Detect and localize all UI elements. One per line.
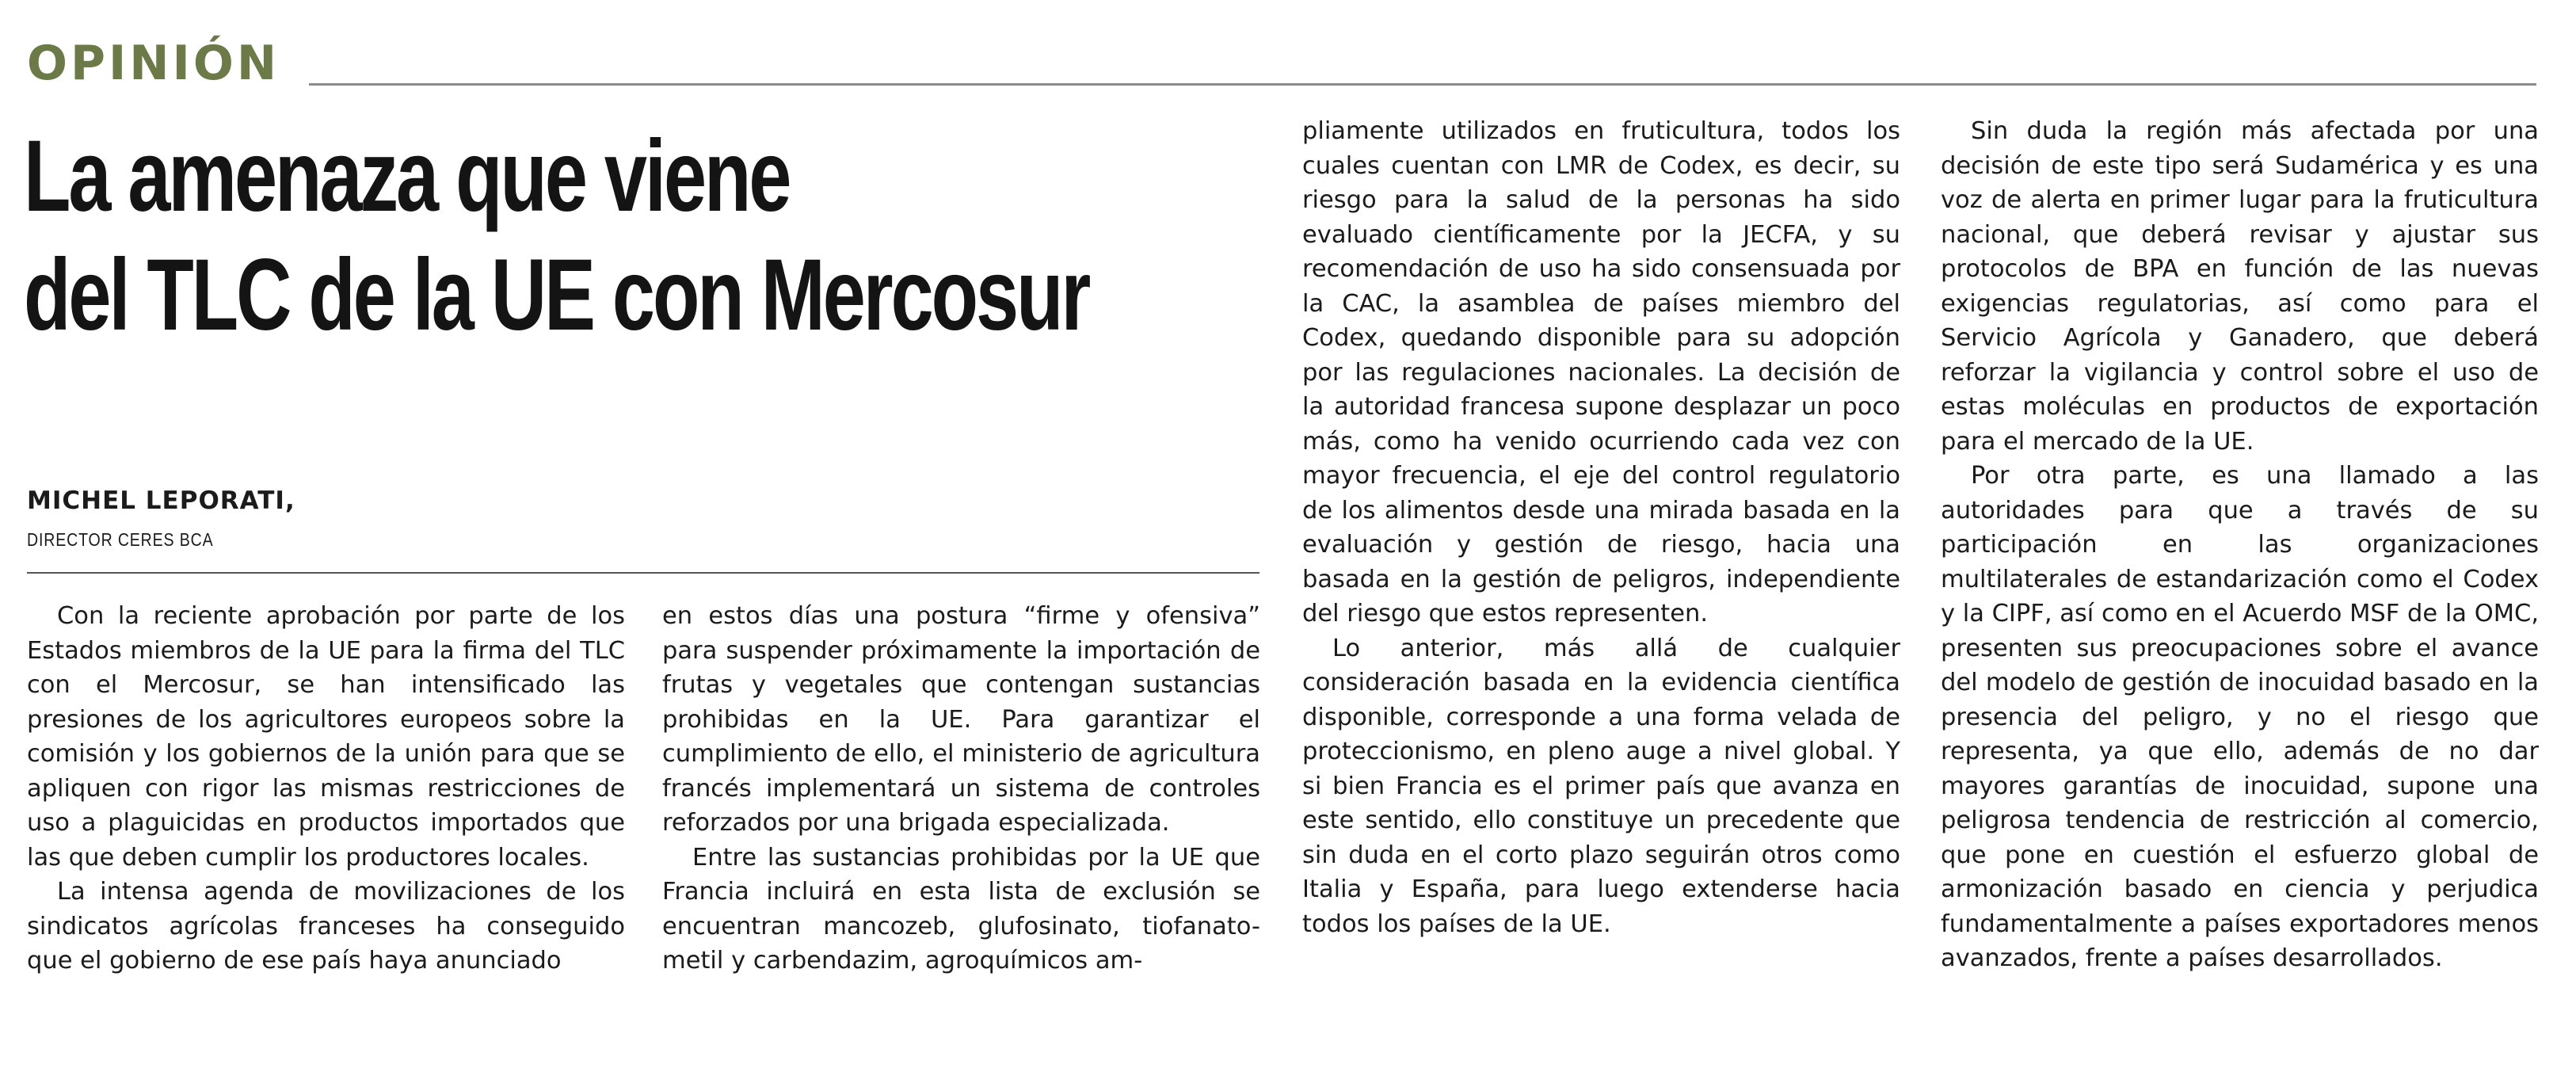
headline-line-1: La amenaza que viene xyxy=(24,120,790,233)
paragraph: Por otra parte, es una llamado a las autoridades para que a través de su participación en las organizaciones multilaterales de estandarización como el Codex y la CIPF, así como en el Acuerdo MSF de la OMC, presenten sus preocupaciones sobre el avance del modelo de gestión de inocuidad basado en la presencia del peligro, y no el riesgo que representa, ya que ello, además de no dar mayores garantías de inocuidad, supone una peligrosa tendencia de restricción al comercio, que pone en cuestión el esfuerzo global de armonización basado en ciencia y perjudica fundamentalmente a países exportadores menos avanzados, frente a países desarrollados. xyxy=(1941,462,2540,972)
author-role: DIRECTOR CERES BCA xyxy=(27,529,214,550)
author-name: MICHEL LEPORATI, xyxy=(27,486,295,515)
paragraph: pliamente utilizados en fruticultura, todos los cuales cuentan con LMR de Codex, es decir, su riesgo para la salud de la personas ha sido evaluado científicamente por la JECFA, y su recomendación de uso ha sido consensuada por la CAC, la asamblea de países miembro del Codex, quedando disponible para su adopción por las regulaciones nacionales. La decisión de la autoridad francesa supone desplazar un poco más, como ha venido ocurriendo cada vez con mayor frecuencia, el eje del control regulatorio de los alimentos desde una mirada basada en la evaluación y gestión de riesgo, hacia una basada en la gestión de peligros, independiente del riesgo que estos representen. xyxy=(1302,117,1900,627)
section-label: OPINIÓN xyxy=(27,36,280,91)
article-column-1 xyxy=(27,599,625,978)
paragraph: Entre las sustancias prohibidas por la UE que Francia incluirá en esta lista de exclusión se encuentran mancozeb, glufosinato, tiofanato-metil y carbendazim, agroquímicos am- xyxy=(662,843,1260,975)
section-divider xyxy=(309,83,2536,86)
headline xyxy=(24,117,1089,355)
paragraph: Sin duda la región más afectada por una decisión de este tipo será Sudamérica y es una voz de alerta en primer lugar para la fruticultura nacional, que deberá revisar y ajustar sus protocolos de BPA en función de las nuevas exigencias regulatorias, así como para el Servicio Agrícola y Ganadero, que deberá reforzar la vigilancia y control sobre el uso de estas moléculas en productos de exportación para el mercado de la UE. xyxy=(1941,117,2539,456)
paragraph: Con la reciente aprobación por parte de los Estados miembros de la UE para la firma del TLC con el Mercosur, se han intensificado las presiones de los agricultores europeos sobre la comisión y los gobiernos de la unión para que se apliquen con rigor las mismas restricciones de uso a plaguicidas en productos importados que las que deben cumplir los productores locales. xyxy=(27,602,625,872)
article-column-3 xyxy=(1302,114,1900,941)
paragraph: en estos días una postura “firme y ofensiva” para suspender próximamente la importación de frutas y vegetales que contengan sustancias prohibidas en la UE. Para garantizar el cumplimiento de ello, el ministerio de agricultura francés implementará un sistema de controles reforzados por una brigada especializada. xyxy=(662,602,1260,837)
article-column-2 xyxy=(662,599,1260,978)
article-column-4 xyxy=(1941,114,2539,976)
byline-divider xyxy=(27,572,1259,574)
paragraph: Lo anterior, más allá de cualquier consideración basada en la evidencia científica disponible, corresponde a una forma velada de proteccionismo, en pleno auge a nivel global. Y si bien Francia es el primer país que avanza en este sentido, ello constituye un precedente que sin duda en el corto plazo seguirán otros como Italia y España, para luego extenderse hacia todos los países de la UE. xyxy=(1302,634,1900,938)
paragraph: La intensa agenda de movilizaciones de los sindicatos agrícolas franceses ha conseguido que el gobierno de ese país haya anunciado xyxy=(27,878,625,975)
headline-line-2: del TLC de la UE con Mercosur xyxy=(24,238,1089,352)
